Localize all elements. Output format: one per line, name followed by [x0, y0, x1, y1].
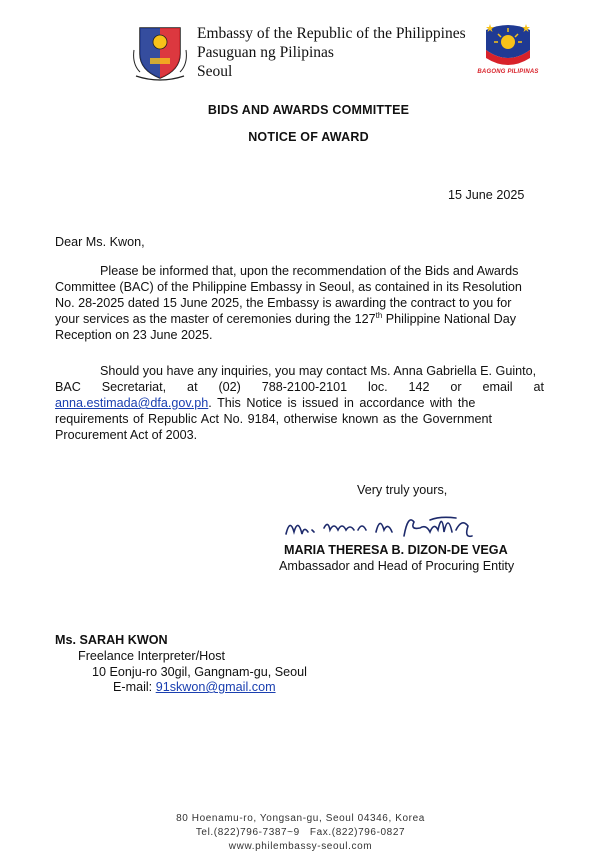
bac-email-link[interactable]: anna.estimada@dfa.gov.ph	[55, 396, 209, 410]
bagong-pilipinas-text: BAGONG PILIPINAS	[477, 69, 539, 75]
footer-website[interactable]: www.philembassy-seoul.com	[228, 841, 373, 852]
paragraph-award	[55, 263, 544, 343]
para2-line3	[55, 395, 544, 411]
footer-phone-fax: Tel.(822)796-7387~9 Fax.(822)796-0827	[195, 827, 406, 838]
para1-line4-post: Philippine National Day	[382, 312, 516, 326]
signatory-name: MARIA THERESA B. DIZON-DE VEGA	[284, 543, 508, 557]
notice-title: NOTICE OF AWARD	[248, 130, 369, 144]
recipient-name: Ms. SARAH KWON	[55, 633, 168, 647]
letterhead-line-pasuguan: Pasuguan ng Pilipinas	[197, 44, 334, 61]
closing: Very truly yours,	[357, 483, 448, 497]
bagong-pilipinas-logo	[477, 20, 539, 80]
letterhead-line-embassy: Embassy of the Republic of the Philippines	[197, 25, 466, 42]
footer-address: 80 Hoenamu-ro, Yongsan-gu, Seoul 04346, Korea	[176, 813, 425, 824]
letterhead-line-city: Seoul	[197, 63, 233, 80]
para2-line3-post: . This Notice is issued in accordance with the	[208, 396, 476, 410]
para1-line4	[55, 311, 544, 327]
letter-date: 15 June 2025	[448, 188, 525, 202]
para2-line1: Should you have any inquiries, you may contact Ms. Anna Gabriella E. Guinto,	[100, 364, 537, 378]
para1-line3: No. 28-2025 dated 15 June 2025, the Embassy is awarding the contract to you for	[55, 296, 512, 310]
recipient-role: Freelance Interpreter/Host	[78, 649, 225, 663]
paragraph-inquiries	[55, 363, 544, 443]
handwritten-signature	[280, 508, 490, 544]
recipient-address: 10 Eonju-ro 30gil, Gangnam-gu, Seoul	[92, 665, 307, 679]
para2-line2-text: BAC Secretariat, at (02) 788-2100-2101 loc. 142 or email at	[55, 380, 544, 394]
para2-line5: Procurement Act of 2003.	[55, 428, 198, 442]
para1-line1: Please be informed that, upon the recommendation of the Bids and Awards	[100, 264, 519, 278]
salutation: Dear Ms. Kwon,	[55, 235, 145, 249]
recipient-email-row	[113, 679, 276, 695]
para2-line4: requirements of Republic Act No. 9184, otherwise known as the Government	[55, 412, 493, 426]
para1-line5: Reception on 23 June 2025.	[55, 328, 213, 342]
coat-of-arms-seal	[132, 20, 188, 82]
recipient-email-link[interactable]: 91skwon@gmail.com	[155, 680, 276, 694]
para1-line4-sup: th	[375, 310, 383, 320]
para1-line4-pre: your services as the master of ceremonies during the 127	[55, 312, 376, 326]
recipient-email-label: E-mail:	[113, 680, 156, 694]
signatory-title: Ambassador and Head of Procuring Entity	[279, 559, 515, 573]
para1-line2: Committee (BAC) of the Philippine Embassy in Seoul, as contained in its Resolution	[55, 280, 522, 294]
committee-title: BIDS AND AWARDS COMMITTEE	[207, 103, 410, 117]
para2-line2	[55, 379, 544, 395]
